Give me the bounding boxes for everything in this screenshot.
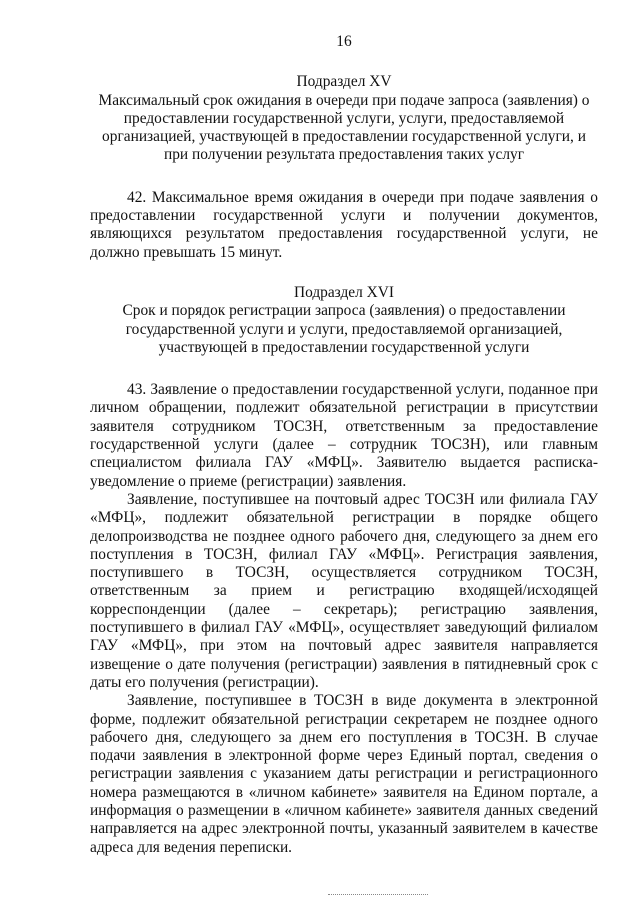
- subsection-heading: Срок и порядок регистрации запроса (заявления) о предоставлении государственной услуги и услуги, предоставляемой организацией, участвующей в предоставлении государственной услуги: [122, 302, 566, 356]
- subsection-title: Подраздел XVI: [293, 283, 395, 301]
- subsection-title: Подраздел XV: [296, 73, 392, 91]
- page-number: 16: [336, 33, 352, 50]
- subsection-15: [90, 73, 598, 262]
- scan-artifact-divider: [328, 894, 428, 899]
- paragraph-43-mail: Заявление, поступившее на почтовый адрес ТОСЗН или филиала ГАУ «МФЦ», подлежит обязательной регистрации в порядке общего делопроизводства не позднее одного рабочего дня, следующего за днем его поступления в ТОСЗН, филиал ГАУ «МФЦ». Регистрация заявления, поступившего в ТОСЗН, осуществляется сотрудником ТОСЗН, ответственным за прием и регистрацию входящей/исходящей корреспонденции (далее – секретарь); регистрацию заявления, поступившего в филиал ГАУ «МФЦ», осуществляет заведующий филиалом ГАУ «МФЦ», при этом на почтовый адрес заявителя направляется извещение о дате получения (регистрации) заявления в пятидневный срок с даты его получения (регистрации).: [90, 490, 598, 691]
- paragraph-43: 43. Заявление о предоставлении государственной услуги, поданное при личном обращении, подлежит обязательной регистрации в присутствии заявителя сотрудником ТОСЗН, ответственным за предоставление государственной услуги (далее – сотрудник ТОСЗН), или главным специалистом филиала ГАУ «МФЦ». Заявителю выдается расписка-уведомление о приеме (регистрации) заявления.: [90, 381, 598, 490]
- paragraph-42: 42. Максимальное время ожидания в очереди при подаче заявления о предоставлении государственной услуги и получении документов, являющихся результатом предоставления государственной услуги, не должно превышать 15 минут.: [90, 188, 598, 261]
- document-page: [90, 33, 598, 857]
- subsection-heading: Максимальный срок ожидания в очереди при подаче запроса (заявления) о предоставлении государственной услуги, услуги, предоставляемой организацией, участвующей в предоставлении государственной услуги, и при получении результата предоставления таких услуг: [98, 91, 590, 164]
- paragraph-43-electronic: Заявление, поступившее в ТОСЗН в виде документа в электронной форме, подлежит обязательной регистрации секретарем не позднее одного рабочего дня, следующего за днем его поступления в ТОСЗН. В случае подачи заявления в электронной форме через Единый портал, сведения о регистрации заявления с указанием даты регистрации и регистрационного номера размещаются в «личном кабинете» заявителя на Едином портале, а информация о размещении в «личном кабинете» заявителя данных сведений направляется на адрес электронной почты, указанный заявителем в качестве адреса для ведения переписки.: [90, 692, 598, 856]
- subsection-16: [90, 284, 598, 857]
